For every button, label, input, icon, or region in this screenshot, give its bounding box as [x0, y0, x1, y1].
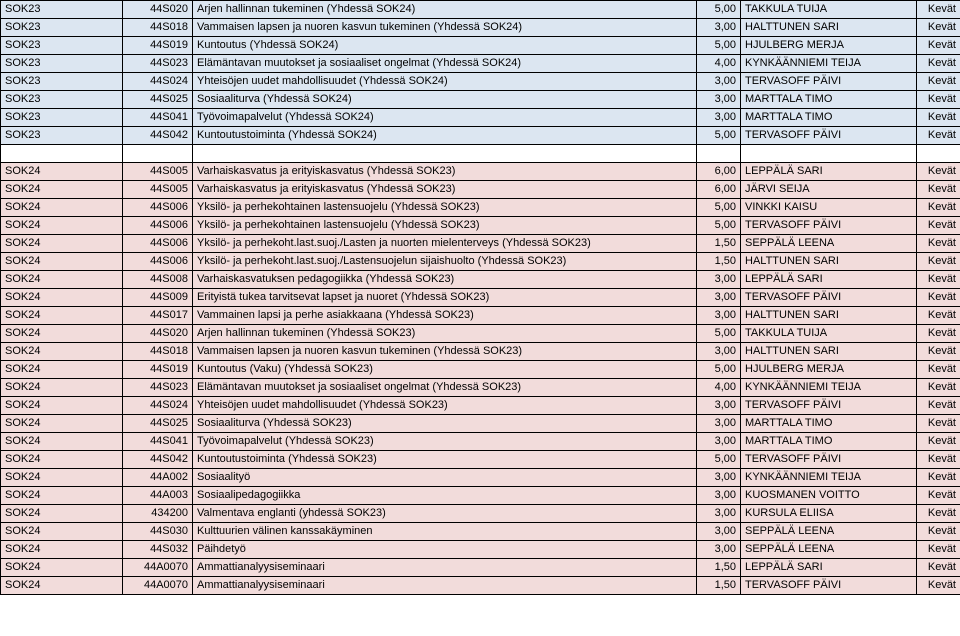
term-cell[interactable]: Kevät — [917, 289, 960, 307]
group-cell[interactable]: SOK23 — [1, 73, 123, 91]
course-name-cell[interactable]: Kuntoutus (Vaku) (Yhdessä SOK23) — [193, 361, 697, 379]
table-row — [1, 361, 960, 379]
course-name-cell[interactable]: Kuntoutustoiminta (Yhdessä SOK23) — [193, 451, 697, 469]
term-cell[interactable]: Kevät — [917, 325, 960, 343]
course-name-cell[interactable]: Vammainen lapsi ja perhe asiakkaana (Yhdessä SOK23) — [193, 307, 697, 325]
table-row — [1, 235, 960, 253]
course-code-cell[interactable]: 44S018 — [123, 343, 193, 361]
credits-cell[interactable]: 4,00 — [697, 379, 741, 397]
teacher-cell[interactable]: HJULBERG MERJA — [741, 361, 917, 379]
course-name-cell[interactable]: Vammaisen lapsen ja nuoren kasvun tukeminen (Yhdessä SOK23) — [193, 343, 697, 361]
table-row — [1, 379, 960, 397]
group-cell[interactable]: SOK24 — [1, 217, 123, 235]
credits-cell[interactable]: 1,50 — [697, 253, 741, 271]
credits-cell[interactable]: 3,00 — [697, 307, 741, 325]
course-name-cell[interactable]: Arjen hallinnan tukeminen (Yhdessä SOK24) — [193, 1, 697, 19]
course-code-cell[interactable]: 44S024 — [123, 397, 193, 415]
table-row — [1, 73, 960, 91]
course-code-cell[interactable]: 44A0070 — [123, 559, 193, 577]
group-cell[interactable]: SOK24 — [1, 559, 123, 577]
table-row — [1, 541, 960, 559]
term-cell[interactable]: Kevät — [917, 199, 960, 217]
table-row — [1, 451, 960, 469]
course-name-cell[interactable]: Sosiaalipedagogiikka — [193, 487, 697, 505]
table-row — [1, 91, 960, 109]
group-cell[interactable]: SOK23 — [1, 91, 123, 109]
teacher-cell[interactable]: HJULBERG MERJA — [741, 37, 917, 55]
credits-cell[interactable]: 3,00 — [697, 73, 741, 91]
term-cell[interactable]: Kevät — [917, 307, 960, 325]
table-row — [1, 487, 960, 505]
credits-cell[interactable]: 3,00 — [697, 289, 741, 307]
teacher-cell[interactable]: SEPPÄLÄ LEENA — [741, 523, 917, 541]
term-cell[interactable]: Kevät — [917, 37, 960, 55]
group-cell[interactable]: SOK24 — [1, 181, 123, 199]
course-code-cell[interactable]: 44S032 — [123, 541, 193, 559]
term-cell[interactable]: Kevät — [917, 19, 960, 37]
table-row — [1, 109, 960, 127]
teacher-cell[interactable]: VINKKI KAISU — [741, 199, 917, 217]
table-row — [1, 415, 960, 433]
group-cell[interactable]: SOK24 — [1, 397, 123, 415]
group-cell[interactable]: SOK24 — [1, 487, 123, 505]
group-cell[interactable]: SOK23 — [1, 127, 123, 145]
course-code-cell[interactable]: 44S005 — [123, 163, 193, 181]
course-code-cell[interactable]: 44S009 — [123, 289, 193, 307]
course-code-cell[interactable]: 44S041 — [123, 433, 193, 451]
group-cell[interactable]: SOK24 — [1, 163, 123, 181]
teacher-cell[interactable]: KURSULA ELIISA — [741, 505, 917, 523]
term-cell[interactable]: Kevät — [917, 487, 960, 505]
group-cell[interactable]: SOK24 — [1, 379, 123, 397]
teacher-cell[interactable]: KYNKÄÄNNIEMI TEIJA — [741, 469, 917, 487]
course-code-cell[interactable]: 44A003 — [123, 487, 193, 505]
teacher-cell[interactable]: TERVASOFF PÄIVI — [741, 73, 917, 91]
table-row — [1, 55, 960, 73]
term-cell[interactable]: Kevät — [917, 469, 960, 487]
group-cell[interactable]: SOK24 — [1, 469, 123, 487]
course-name-cell[interactable]: Päihdetyö — [193, 541, 697, 559]
teacher-cell[interactable]: TAKKULA TUIJA — [741, 1, 917, 19]
teacher-cell[interactable]: TERVASOFF PÄIVI — [741, 397, 917, 415]
table-row — [1, 523, 960, 541]
course-code-cell[interactable]: 44S024 — [123, 73, 193, 91]
course-name-cell[interactable]: Työvoimapalvelut (Yhdessä SOK24) — [193, 109, 697, 127]
credits-cell[interactable]: 3,00 — [697, 469, 741, 487]
credits-cell[interactable]: 5,00 — [697, 361, 741, 379]
course-code-cell[interactable]: 44S005 — [123, 181, 193, 199]
course-code-cell[interactable]: 44S019 — [123, 37, 193, 55]
teacher-cell[interactable]: TERVASOFF PÄIVI — [741, 127, 917, 145]
table-row — [1, 217, 960, 235]
course-name-cell[interactable]: Kulttuurien välinen kanssakäyminen — [193, 523, 697, 541]
credits-cell[interactable]: 5,00 — [697, 37, 741, 55]
course-name-cell[interactable]: Kuntoutustoiminta (Yhdessä SOK24) — [193, 127, 697, 145]
group-cell[interactable]: SOK24 — [1, 343, 123, 361]
teacher-cell[interactable] — [741, 145, 917, 163]
course-code-cell[interactable]: 44S006 — [123, 235, 193, 253]
teacher-cell[interactable]: JÄRVI SEIJA — [741, 181, 917, 199]
term-cell[interactable]: Kevät — [917, 181, 960, 199]
table-row — [1, 505, 960, 523]
course-code-cell[interactable]: 44S025 — [123, 91, 193, 109]
table-row — [1, 397, 960, 415]
course-code-cell[interactable]: 44S042 — [123, 127, 193, 145]
course-name-cell[interactable]: Elämäntavan muutokset ja sosiaaliset ongelmat (Yhdessä SOK23) — [193, 379, 697, 397]
term-cell[interactable]: Kevät — [917, 91, 960, 109]
teacher-cell[interactable]: MARTTALA TIMO — [741, 109, 917, 127]
teacher-cell[interactable]: KYNKÄÄNNIEMI TEIJA — [741, 55, 917, 73]
group-cell[interactable]: SOK24 — [1, 271, 123, 289]
course-code-cell[interactable]: 44S030 — [123, 523, 193, 541]
table-row — [1, 199, 960, 217]
table-row — [1, 181, 960, 199]
group-cell[interactable]: SOK24 — [1, 433, 123, 451]
term-cell[interactable] — [917, 145, 960, 163]
teacher-cell[interactable]: KYNKÄÄNNIEMI TEIJA — [741, 379, 917, 397]
course-name-cell[interactable]: Sosiaalityö — [193, 469, 697, 487]
teacher-cell[interactable]: MARTTALA TIMO — [741, 415, 917, 433]
teacher-cell[interactable]: HALTTUNEN SARI — [741, 343, 917, 361]
table-row — [1, 343, 960, 361]
course-code-cell[interactable]: 44S042 — [123, 451, 193, 469]
course-name-cell[interactable]: Yhteisöjen uudet mahdollisuudet (Yhdessä SOK24) — [193, 73, 697, 91]
credits-cell[interactable]: 3,00 — [697, 109, 741, 127]
credits-cell[interactable]: 6,00 — [697, 163, 741, 181]
course-code-cell[interactable]: 44S041 — [123, 109, 193, 127]
course-name-cell[interactable]: Yhteisöjen uudet mahdollisuudet (Yhdessä SOK23) — [193, 397, 697, 415]
teacher-cell[interactable]: KUOSMANEN VOITTO — [741, 487, 917, 505]
course-code-cell[interactable]: 44S017 — [123, 307, 193, 325]
credits-cell[interactable]: 5,00 — [697, 127, 741, 145]
term-cell[interactable]: Kevät — [917, 433, 960, 451]
course-code-cell[interactable]: 44S020 — [123, 325, 193, 343]
credits-cell[interactable]: 3,00 — [697, 541, 741, 559]
course-name-cell[interactable]: Ammattianalyysiseminaari — [193, 577, 697, 595]
course-code-cell[interactable]: 44S008 — [123, 271, 193, 289]
credits-cell[interactable]: 3,00 — [697, 433, 741, 451]
course-name-cell[interactable]: Arjen hallinnan tukeminen (Yhdessä SOK23) — [193, 325, 697, 343]
course-name-cell[interactable]: Valmentava englanti (yhdessä SOK23) — [193, 505, 697, 523]
credits-cell[interactable]: 5,00 — [697, 1, 741, 19]
credits-cell[interactable]: 3,00 — [697, 91, 741, 109]
course-code-cell[interactable]: 44S018 — [123, 19, 193, 37]
credits-cell[interactable]: 3,00 — [697, 487, 741, 505]
credits-cell[interactable]: 5,00 — [697, 325, 741, 343]
term-cell[interactable]: Kevät — [917, 523, 960, 541]
group-cell[interactable]: SOK24 — [1, 541, 123, 559]
group-cell[interactable]: SOK24 — [1, 523, 123, 541]
course-name-cell[interactable] — [193, 145, 697, 163]
term-cell[interactable]: Kevät — [917, 343, 960, 361]
table-row — [1, 127, 960, 145]
credits-cell[interactable]: 1,50 — [697, 577, 741, 595]
table-row — [1, 19, 960, 37]
course-code-cell[interactable]: 44S006 — [123, 217, 193, 235]
course-name-cell[interactable]: Varhaiskasvatuksen pedagogiikka (Yhdessä SOK23) — [193, 271, 697, 289]
term-cell[interactable]: Kevät — [917, 541, 960, 559]
term-cell[interactable]: Kevät — [917, 505, 960, 523]
group-cell[interactable]: SOK24 — [1, 325, 123, 343]
course-name-cell[interactable]: Yksilö- ja perhekoht.last.suoj./Lastensuojelun sijaishuolto (Yhdessä SOK23) — [193, 253, 697, 271]
table-row — [1, 37, 960, 55]
group-cell[interactable]: SOK24 — [1, 577, 123, 595]
group-cell[interactable]: SOK23 — [1, 55, 123, 73]
course-code-cell[interactable]: 44A002 — [123, 469, 193, 487]
credits-cell[interactable]: 1,50 — [697, 559, 741, 577]
course-name-cell[interactable]: Työvoimapalvelut (Yhdessä SOK23) — [193, 433, 697, 451]
teacher-cell[interactable]: LEPPÄLÄ SARI — [741, 559, 917, 577]
table-row — [1, 253, 960, 271]
term-cell[interactable]: Kevät — [917, 55, 960, 73]
credits-cell[interactable]: 3,00 — [697, 343, 741, 361]
teacher-cell[interactable]: TAKKULA TUIJA — [741, 325, 917, 343]
group-cell[interactable]: SOK24 — [1, 307, 123, 325]
term-cell[interactable]: Kevät — [917, 163, 960, 181]
group-cell[interactable]: SOK23 — [1, 19, 123, 37]
teacher-cell[interactable]: HALTTUNEN SARI — [741, 307, 917, 325]
credits-cell[interactable]: 4,00 — [697, 55, 741, 73]
credits-cell[interactable]: 5,00 — [697, 217, 741, 235]
course-code-cell[interactable]: 44S023 — [123, 379, 193, 397]
term-cell[interactable]: Kevät — [917, 73, 960, 91]
teacher-cell[interactable]: HALTTUNEN SARI — [741, 19, 917, 37]
group-cell[interactable]: SOK23 — [1, 1, 123, 19]
table-row — [1, 289, 960, 307]
course-name-cell[interactable]: Sosiaaliturva (Yhdessä SOK24) — [193, 91, 697, 109]
term-cell[interactable]: Kevät — [917, 235, 960, 253]
group-cell[interactable]: SOK24 — [1, 451, 123, 469]
course-name-cell[interactable]: Yksilö- ja perhekohtainen lastensuojelu (Yhdessä SOK23) — [193, 199, 697, 217]
group-cell[interactable]: SOK23 — [1, 109, 123, 127]
teacher-cell[interactable]: TERVASOFF PÄIVI — [741, 577, 917, 595]
teacher-cell[interactable]: MARTTALA TIMO — [741, 91, 917, 109]
term-cell[interactable]: Kevät — [917, 559, 960, 577]
credits-cell[interactable]: 5,00 — [697, 451, 741, 469]
table-row — [1, 1, 960, 19]
term-cell[interactable]: Kevät — [917, 1, 960, 19]
course-code-cell[interactable]: 44S020 — [123, 1, 193, 19]
term-cell[interactable]: Kevät — [917, 361, 960, 379]
table-row — [1, 325, 960, 343]
credits-cell[interactable]: 3,00 — [697, 19, 741, 37]
credits-cell[interactable]: 3,00 — [697, 415, 741, 433]
course-name-cell[interactable]: Yksilö- ja perhekohtainen lastensuojelu (Yhdessä SOK23) — [193, 217, 697, 235]
course-name-cell[interactable]: Vammaisen lapsen ja nuoren kasvun tukeminen (Yhdessä SOK24) — [193, 19, 697, 37]
term-cell[interactable]: Kevät — [917, 415, 960, 433]
group-cell[interactable]: SOK24 — [1, 415, 123, 433]
group-cell[interactable]: SOK24 — [1, 361, 123, 379]
group-cell[interactable]: SOK24 — [1, 235, 123, 253]
teacher-cell[interactable]: TERVASOFF PÄIVI — [741, 289, 917, 307]
term-cell[interactable]: Kevät — [917, 253, 960, 271]
group-cell[interactable]: SOK24 — [1, 199, 123, 217]
table-row — [1, 271, 960, 289]
term-cell[interactable]: Kevät — [917, 271, 960, 289]
table-row — [1, 559, 960, 577]
table-row — [1, 163, 960, 181]
course-name-cell[interactable]: Elämäntavan muutokset ja sosiaaliset ongelmat (Yhdessä SOK24) — [193, 55, 697, 73]
group-cell[interactable]: SOK24 — [1, 253, 123, 271]
term-cell[interactable]: Kevät — [917, 379, 960, 397]
teacher-cell[interactable]: SEPPÄLÄ LEENA — [741, 541, 917, 559]
course-code-cell[interactable] — [123, 145, 193, 163]
credits-cell[interactable] — [697, 145, 741, 163]
group-cell[interactable] — [1, 145, 123, 163]
course-name-cell[interactable]: Ammattianalyysiseminaari — [193, 559, 697, 577]
course-code-cell[interactable]: 44S023 — [123, 55, 193, 73]
credits-cell[interactable]: 3,00 — [697, 397, 741, 415]
credits-cell[interactable]: 1,50 — [697, 235, 741, 253]
term-cell[interactable]: Kevät — [917, 217, 960, 235]
group-cell[interactable]: SOK24 — [1, 505, 123, 523]
teacher-cell[interactable]: HALTTUNEN SARI — [741, 253, 917, 271]
term-cell[interactable]: Kevät — [917, 109, 960, 127]
course-code-cell[interactable]: 44A0070 — [123, 577, 193, 595]
table-row — [1, 577, 960, 595]
course-name-cell[interactable]: Yksilö- ja perhekoht.last.suoj./Lasten ja nuorten mielenterveys (Yhdessä SOK23) — [193, 235, 697, 253]
teacher-cell[interactable]: TERVASOFF PÄIVI — [741, 217, 917, 235]
course-name-cell[interactable]: Erityistä tukea tarvitsevat lapset ja nuoret (Yhdessä SOK23) — [193, 289, 697, 307]
group-cell[interactable]: SOK24 — [1, 289, 123, 307]
term-cell[interactable]: Kevät — [917, 451, 960, 469]
credits-cell[interactable]: 5,00 — [697, 199, 741, 217]
teacher-cell[interactable]: SEPPÄLÄ LEENA — [741, 235, 917, 253]
table-row — [1, 307, 960, 325]
course-code-cell[interactable]: 434200 — [123, 505, 193, 523]
credits-cell[interactable]: 3,00 — [697, 505, 741, 523]
table-row — [1, 433, 960, 451]
course-name-cell[interactable]: Varhaiskasvatus ja erityiskasvatus (Yhdessä SOK23) — [193, 163, 697, 181]
table-body — [1, 1, 960, 595]
course-code-cell[interactable]: 44S006 — [123, 199, 193, 217]
course-name-cell[interactable]: Kuntoutus (Yhdessä SOK24) — [193, 37, 697, 55]
group-cell[interactable]: SOK23 — [1, 37, 123, 55]
course-code-cell[interactable]: 44S019 — [123, 361, 193, 379]
course-name-cell[interactable]: Varhaiskasvatus ja erityiskasvatus (Yhdessä SOK23) — [193, 181, 697, 199]
credits-cell[interactable]: 3,00 — [697, 271, 741, 289]
teacher-cell[interactable]: MARTTALA TIMO — [741, 433, 917, 451]
course-code-cell[interactable]: 44S025 — [123, 415, 193, 433]
credits-cell[interactable]: 6,00 — [697, 181, 741, 199]
term-cell[interactable]: Kevät — [917, 127, 960, 145]
table-row — [1, 469, 960, 487]
course-name-cell[interactable]: Sosiaaliturva (Yhdessä SOK23) — [193, 415, 697, 433]
teacher-cell[interactable]: LEPPÄLÄ SARI — [741, 163, 917, 181]
course-code-cell[interactable]: 44S006 — [123, 253, 193, 271]
teacher-cell[interactable]: TERVASOFF PÄIVI — [741, 451, 917, 469]
term-cell[interactable]: Kevät — [917, 577, 960, 595]
teacher-cell[interactable]: LEPPÄLÄ SARI — [741, 271, 917, 289]
empty-row — [1, 145, 960, 163]
term-cell[interactable]: Kevät — [917, 397, 960, 415]
credits-cell[interactable]: 3,00 — [697, 523, 741, 541]
